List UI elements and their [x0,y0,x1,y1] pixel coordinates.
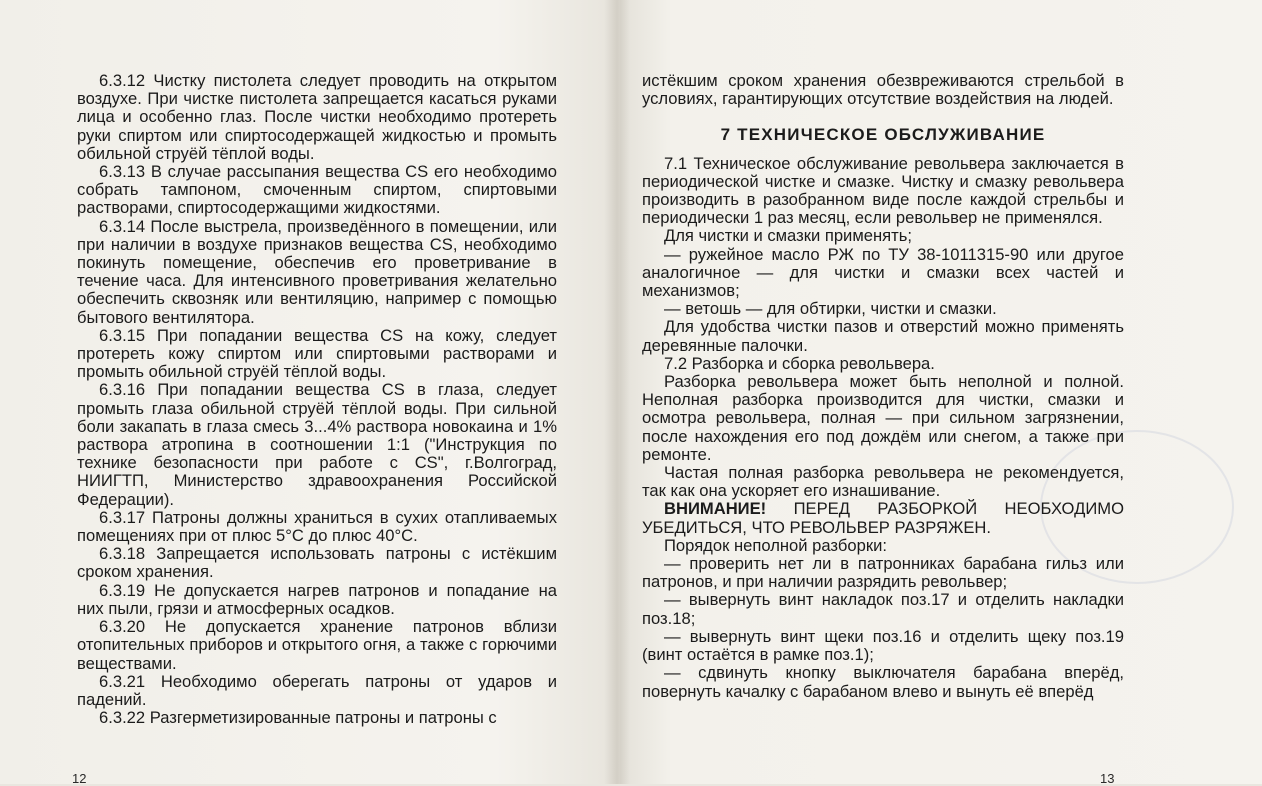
list-item-check: — проверить нет ли в патронниках барабана гильз или патронов, и при наличии разрядить револьвер; [642,554,1124,592]
warning-label: ВНИМАНИЕ! [664,499,767,519]
list-intro: Для чистки и смазки применять; [664,226,912,246]
paragraph-6-3-12: 6.3.12 Чистку пистолета следует проводить на открытом воздухе. При чистке пистолета запрещается касаться руками лица и особенно глаз. После чистки необходимо протереть руки спиртом или спиртосодержащей жидкостью и промыть обильной струёй тёплой воды. [77,71,557,163]
paragraph-6-3-19: 6.3.19 Не допускается нагрев патронов и попадание на них пыли, грязи и атмосферных осадков. [77,580,557,618]
warning-text: ПЕРЕД РАЗБОРКОЙ НЕОБХОДИМО УБЕДИТЬСЯ, ЧТО РЕВОЛЬВЕР РАЗРЯЖЕН. [642,499,1124,537]
paragraph-6-3-13: 6.3.13 В случае рассыпания вещества CS его необходимо собрать тампоном, смоченным спиртом, спиртовыми растворами, спиртосодержащими жидкостями. [77,162,557,218]
page-number-left: 12 [72,771,87,786]
paragraph-6-3-21: 6.3.21 Необходимо оберегать патроны от ударов и падений. [77,671,557,709]
paragraph-disassembly: Разборка револьвера может быть неполной и полной. Неполная разборка производится для чистки, смазки и осмотра револьвера, полная — при сильном загрязнении, после нахождения его под дождём или снегом, а также при ремонте. [642,372,1124,464]
paragraph-frequent-disassembly: Частая полная разборка револьвера не рекомендуется, так как она ускоряет его изнашивание. [642,463,1124,501]
warning-paragraph [642,500,1124,536]
list-item-screw-17: — вывернуть винт накладок поз.17 и отделить накладки поз.18; [642,590,1124,628]
paragraph-6-3-14: 6.3.14 После выстрела, произведённого в помещении, или при наличии в воздухе признаков вещества CS, необходимо покинуть помещение, обеспечив его проветривание в течение часа. Для интенсивного проветривания желательно обеспечить сквозняк или вентиляцию, например с помощью бытового вентилятора. [77,216,557,327]
paragraph-6-3-16: 6.3.16 При попадании вещества CS в глаза, следует промыть глаза обильной струёй тёплой воды. При сильной боли закапать в глаза смесь 3...4% раствора новокаина и 1% раствора атропина в соотношении 1:1 ("Инструкция по технике безопасности при работе с CS", г.Волгоград, НИИГТП, Министерство здравоохранения Российской Федерации). [77,380,557,509]
list-item-rag: — ветошь — для обтирки, чистки и смазки. [664,299,997,319]
list-item-screw-16: — вывернуть винт щеки поз.16 и отделить щеку поз.19 (винт остаётся в рамке поз.1); [642,626,1124,665]
paragraph-6-3-17: 6.3.17 Патроны должны храниться в сухих отапливаемых помещениях при от плюс 5°С до плюс 40°С. [77,507,557,546]
book-gutter [604,0,630,784]
paragraph-6-3-18: 6.3.18 Запрещается использовать патроны с истёкшим сроком хранения. [77,544,557,582]
paragraph-7-2: 7.2 Разборка и сборка револьвера. [664,353,935,373]
paragraph-6-3-20: 6.3.20 Не допускается хранение патронов вблизи отопительных приборов и открытого огня, а также с горючими веществами. [77,617,557,673]
list-item-oil: — ружейное масло РЖ по ТУ 38-1011315-90 или другое аналогичное — для чистки и смазки всех частей и механизмов; [642,244,1124,301]
page-number-right: 13 [1100,771,1115,786]
paragraph-sticks: Для удобства чистки пазов и отверстий можно применять деревянные палочки. [642,317,1124,355]
section-title: 7 ТЕХНИЧЕСКОЕ ОБСЛУЖИВАНИЕ [720,125,1046,145]
paragraph-7-1: 7.1 Техническое обслуживание револьвера заключается в периодической чистке и смазке. Чистку и смазку револьвера производить в разобранном виде после каждой стрельбы и периодически 1 раз месяц, если револьвер не применялся. [642,153,1124,228]
continuation-paragraph: истёкшим сроком хранения обезвреживаются стрельбой в условиях, гарантирующих отсутствие воздействия на людей. [642,71,1124,109]
list-item-button: — сдвинуть кнопку выключателя барабана вперёд, повернуть качалку с барабаном влево и вынуть её вперёд [642,663,1124,701]
right-text-column [642,72,1124,701]
paragraph-order: Порядок неполной разборки: [664,535,887,555]
paragraph-6-3-22: 6.3.22 Разгерметизированные патроны и патроны с [99,708,497,728]
paragraph-6-3-15: 6.3.15 При попадании вещества CS на кожу, следует протереть кожу спиртом или спиртовыми растворами и промыть обильной струёй тёплой воды. [77,325,557,382]
left-text-column [77,72,557,727]
